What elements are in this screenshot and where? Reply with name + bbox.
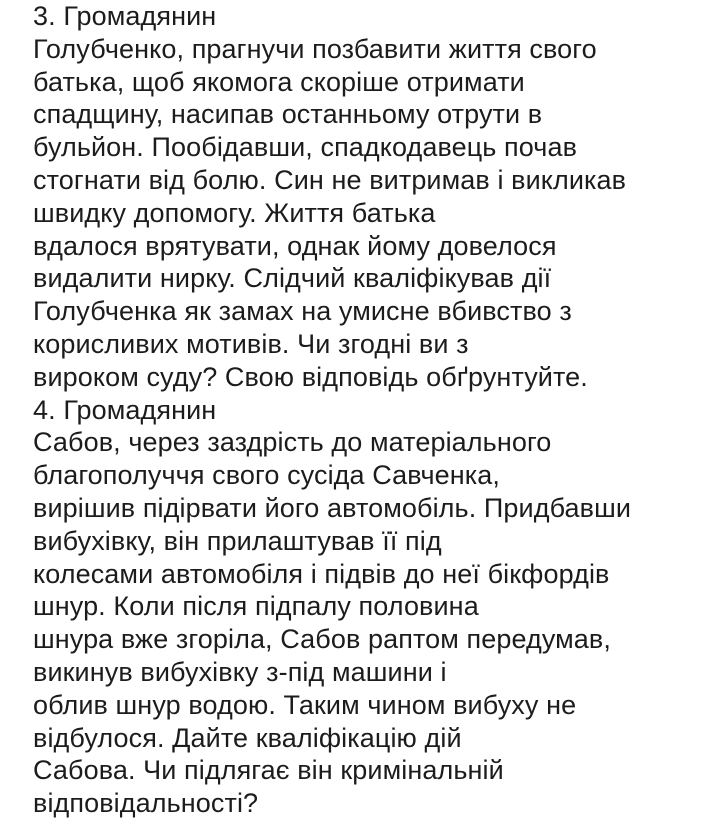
text-line: вирішив підірвати його автомобіль. Придбавши (33, 492, 632, 523)
text-line: бульйон. Пообідавши, спадкодавець почав (33, 132, 578, 163)
text-line: вибухівку, він прилаштував її під (33, 525, 442, 556)
text-line: Сабов, через заздрість до матеріального (33, 427, 552, 458)
text-line: шнура вже згоріла, Сабов раптом передумав, (33, 624, 611, 655)
text-line: облив шнур водою. Таким чином вибуху не (33, 689, 577, 720)
text-line: швидку допомогу. Життя батька (33, 197, 436, 228)
text-line: відповідальності? (33, 788, 259, 819)
text-line: Голубченка як замах на умисне вбивство з (33, 296, 572, 327)
text-line: відбулося. Дайте кваліфікацію дій (33, 722, 462, 753)
text-block (33, 0, 713, 820)
text-line: викинув вибухівку з-під машини і (33, 656, 447, 687)
text-line: спадщину, насипав останньому отрути в (33, 99, 543, 130)
text-line: батька, щоб якомога скоріше отримати (33, 66, 525, 97)
text-line: вдалося врятувати, однак йому довелося (33, 230, 557, 261)
text-line: Голубченко, прагнучи позбавити життя свого (33, 33, 597, 64)
task-3-heading: 3. Громадянин (33, 1, 217, 31)
task-4-heading: 4. Громадянин (33, 394, 217, 425)
text-line: Сабова. Чи підлягає він кримінальній (33, 755, 504, 786)
text-line: вироком суду? Свою відповідь обґрунтуйте. (33, 361, 588, 392)
text-line: шнур. Коли після підпалу половина (33, 591, 479, 622)
text-line: стогнати від болю. Син не витримав і викликав (33, 164, 627, 195)
text-line: видалити нирку. Слідчий кваліфікував дії (33, 263, 552, 294)
text-line: корисливих мотивів. Чи згодні ви з (33, 328, 469, 359)
text-line: благополуччя свого сусіда Савченка, (33, 460, 501, 491)
text-line: колесами автомобіля і підвів до неї бікфордів (33, 558, 610, 589)
